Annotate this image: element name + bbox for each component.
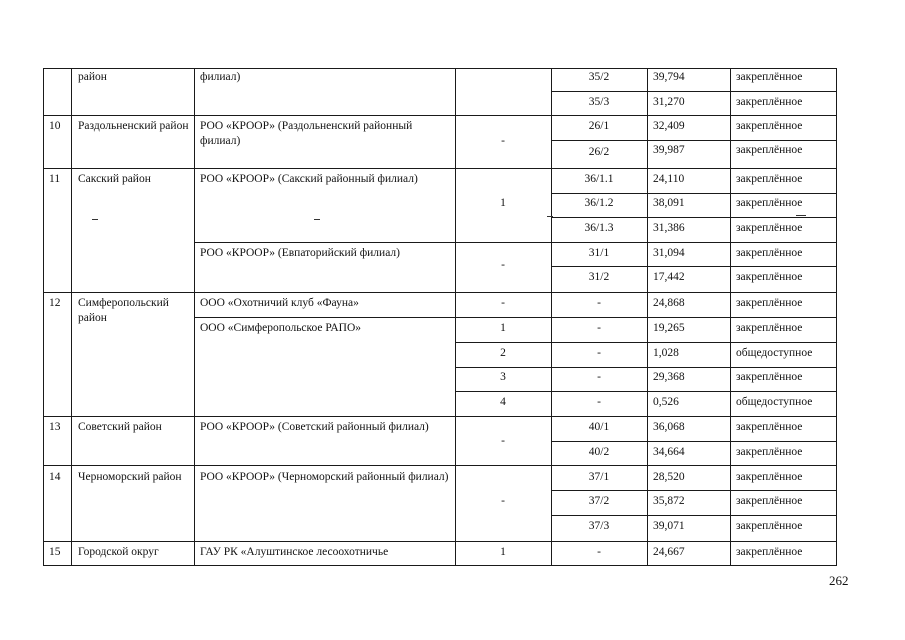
area-cell: 31,386 bbox=[653, 222, 685, 234]
status-cell: закреплённое bbox=[736, 520, 803, 532]
org-cell: РОО «КРООР» (Черноморский районный филиал) bbox=[200, 471, 449, 483]
row-number: 10 bbox=[49, 120, 61, 132]
status-cell: закреплённое bbox=[736, 471, 803, 483]
area-cell: 17,442 bbox=[653, 271, 685, 283]
count-cell: 1 bbox=[500, 546, 506, 558]
row-border bbox=[551, 140, 837, 141]
col-border bbox=[43, 68, 44, 565]
count-cell: 1 bbox=[500, 322, 506, 334]
plot-cell: - bbox=[597, 297, 601, 309]
count-cell: 1 bbox=[500, 197, 506, 209]
org-cell: РОО «КРООР» (Раздольненский районный филиал) bbox=[200, 120, 413, 147]
area-cell: 24,110 bbox=[653, 173, 685, 185]
plot-cell: 31/2 bbox=[588, 271, 610, 283]
plot-cell: - bbox=[597, 347, 601, 359]
district-cell: Черноморский район bbox=[78, 471, 182, 483]
status-cell: закреплённое bbox=[736, 144, 803, 156]
status-cell: закреплённое bbox=[736, 297, 803, 309]
plot-cell: 26/1 bbox=[588, 120, 610, 132]
plot-cell: 37/3 bbox=[588, 520, 610, 532]
status-cell: закреплённое bbox=[736, 173, 803, 185]
district-cell: Городской округ bbox=[78, 546, 159, 558]
row-border bbox=[455, 391, 837, 392]
plot-cell: 37/2 bbox=[588, 495, 610, 507]
district-cell: район bbox=[78, 71, 107, 83]
status-cell: общедоступное bbox=[736, 347, 813, 359]
status-cell: закреплённое bbox=[736, 222, 803, 234]
plot-cell: 35/3 bbox=[588, 96, 610, 108]
status-cell: закреплённое bbox=[736, 421, 803, 433]
plot-cell: - bbox=[597, 396, 601, 408]
district-cell: Раздольненский район bbox=[78, 120, 189, 132]
area-cell: 31,270 bbox=[653, 96, 685, 108]
row-border bbox=[551, 217, 837, 218]
area-cell: 34,664 bbox=[653, 446, 685, 458]
area-cell: 19,265 bbox=[653, 322, 685, 334]
row-border bbox=[551, 515, 837, 516]
area-cell: 28,520 bbox=[653, 471, 685, 483]
count-cell: 3 bbox=[500, 371, 506, 383]
plot-cell: - bbox=[597, 371, 601, 383]
status-cell: закреплённое bbox=[736, 96, 803, 108]
scan-mark bbox=[796, 215, 806, 216]
row-border bbox=[551, 441, 837, 442]
status-cell: общедоступное bbox=[736, 396, 813, 408]
count-cell: 2 bbox=[500, 347, 506, 359]
row-border bbox=[43, 465, 837, 466]
row-border bbox=[551, 91, 837, 92]
status-cell: закреплённое bbox=[736, 71, 803, 83]
area-cell: 1,028 bbox=[653, 347, 679, 359]
area-cell: 29,368 bbox=[653, 371, 685, 383]
area-cell: 32,409 bbox=[653, 120, 685, 132]
plot-cell: 40/2 bbox=[588, 446, 610, 458]
status-cell: закреплённое bbox=[736, 120, 803, 132]
area-cell: 31,094 bbox=[653, 247, 685, 259]
plot-cell: 36/1.2 bbox=[584, 197, 614, 209]
status-cell: закреплённое bbox=[736, 546, 803, 558]
status-cell: закреплённое bbox=[736, 371, 803, 383]
area-cell: 36,068 bbox=[653, 421, 685, 433]
district-cell: Сакский район bbox=[78, 173, 151, 185]
area-cell: 24,667 bbox=[653, 546, 685, 558]
row-number: 13 bbox=[49, 421, 61, 433]
plot-cell: 35/2 bbox=[588, 71, 610, 83]
status-cell: закреплённое bbox=[736, 322, 803, 334]
plot-cell: 36/1.1 bbox=[584, 173, 614, 185]
row-border bbox=[43, 115, 837, 116]
row-border bbox=[43, 168, 837, 169]
row-border bbox=[455, 367, 837, 368]
count-cell: - bbox=[501, 135, 505, 147]
district-cell: Симферопольский район bbox=[78, 297, 169, 324]
org-cell: филиал) bbox=[200, 71, 241, 83]
area-cell: 39,987 bbox=[653, 144, 685, 156]
count-cell: - bbox=[501, 495, 505, 507]
status-cell: закреплённое bbox=[736, 271, 803, 283]
plot-cell: 36/1.3 bbox=[584, 222, 614, 234]
plot-cell: 37/1 bbox=[588, 471, 610, 483]
area-cell: 0,526 bbox=[653, 396, 679, 408]
plot-cell: - bbox=[597, 546, 601, 558]
count-cell: - bbox=[501, 297, 505, 309]
row-border bbox=[43, 68, 837, 69]
row-border bbox=[455, 342, 837, 343]
row-border bbox=[551, 490, 837, 491]
plot-cell: - bbox=[597, 322, 601, 334]
row-border bbox=[43, 565, 837, 566]
scan-mark bbox=[314, 219, 320, 220]
org-cell: ООО «Охотничий клуб «Фауна» bbox=[200, 297, 359, 309]
status-cell: закреплённое bbox=[736, 446, 803, 458]
org-cell: РОО «КРООР» (Советский районный филиал) bbox=[200, 421, 429, 433]
status-cell: закреплённое bbox=[736, 197, 803, 209]
row-border bbox=[551, 266, 837, 267]
org-cell: РОО «КРООР» (Евпаторийский филиал) bbox=[200, 247, 400, 259]
area-cell: 35,872 bbox=[653, 495, 685, 507]
row-border bbox=[194, 317, 837, 318]
area-cell: 39,071 bbox=[653, 520, 685, 532]
col-border bbox=[71, 68, 72, 565]
plot-cell: 31/1 bbox=[588, 247, 610, 259]
row-border bbox=[194, 242, 837, 243]
org-cell: ГАУ РК «Алуштинское лесоохотничье bbox=[200, 546, 389, 558]
count-cell: - bbox=[501, 435, 505, 447]
status-cell: закреплённое bbox=[736, 247, 803, 259]
row-number: 12 bbox=[49, 297, 61, 309]
org-cell: РОО «КРООР» (Сакский районный филиал) bbox=[200, 173, 418, 185]
row-border bbox=[43, 292, 837, 293]
district-cell: Советский район bbox=[78, 421, 162, 433]
row-border bbox=[43, 541, 837, 542]
org-cell: ООО «Симферопольское РАПО» bbox=[200, 322, 361, 334]
page-number: 262 bbox=[829, 573, 849, 588]
area-cell: 24,868 bbox=[653, 297, 685, 309]
row-number: 15 bbox=[49, 546, 61, 558]
area-cell: 38,091 bbox=[653, 197, 685, 209]
area-cell: 39,794 bbox=[653, 71, 685, 83]
row-border bbox=[551, 193, 837, 194]
scan-mark bbox=[547, 216, 553, 217]
count-cell: 4 bbox=[500, 396, 506, 408]
count-cell: - bbox=[501, 259, 505, 271]
plot-cell: 40/1 bbox=[588, 421, 610, 433]
row-number: 14 bbox=[49, 471, 61, 483]
scan-mark bbox=[92, 219, 98, 220]
status-cell: закреплённое bbox=[736, 495, 803, 507]
plot-cell: 26/2 bbox=[588, 146, 610, 158]
row-number: 11 bbox=[49, 173, 61, 185]
row-border bbox=[43, 416, 837, 417]
